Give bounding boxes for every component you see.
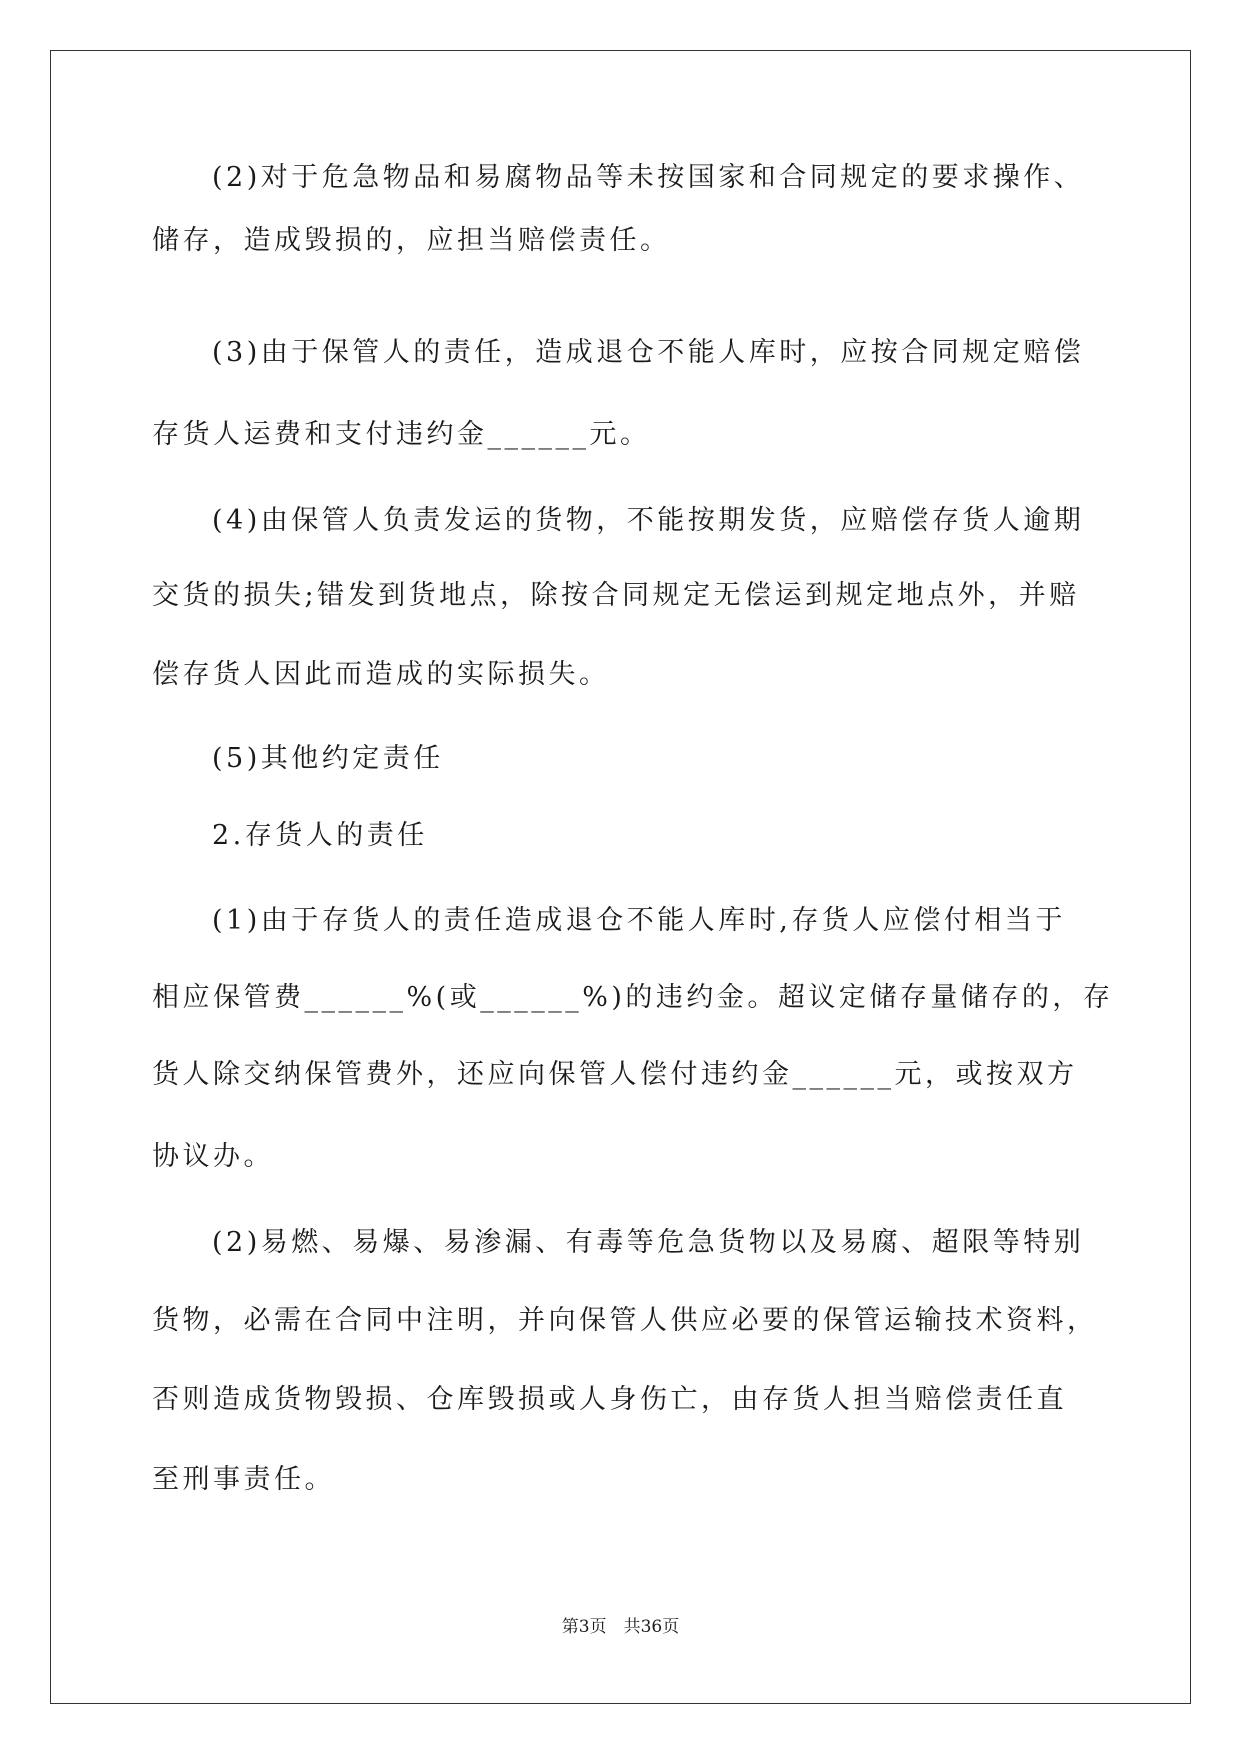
- text-line: 协议办。: [152, 1141, 274, 1172]
- section-heading: 2.存货人的责任: [212, 820, 428, 851]
- text-line: 相应保管费______%(或______%)的违约金。超议定储存量储存的，存: [152, 982, 1114, 1013]
- text-line: 偿存货人因此而造成的实际损失。: [152, 659, 610, 690]
- text-line: (5)其他约定责任: [212, 743, 444, 774]
- text-line: 储存，造成毁损的，应担当赔偿责任。: [152, 225, 671, 256]
- text-line: 至刑事责任。: [152, 1464, 335, 1495]
- text-line: 存货人运费和支付违约金______元。: [152, 419, 651, 450]
- text-line: (2)对于危急物品和易腐物品等未按国家和合同规定的要求操作、: [212, 162, 1085, 193]
- page-footer: [0, 1612, 1241, 1637]
- page-number-label: 第3页 共36页: [561, 1617, 680, 1637]
- text-line: 货人除交纳保管费外，还应向保管人偿付违约金______元，或按双方: [152, 1059, 1078, 1090]
- text-line: (3)由于保管人的责任，造成退仓不能人库时，应按合同规定赔偿: [212, 337, 1085, 368]
- text-line: (2)易燃、易爆、易渗漏、有毒等危急货物以及易腐、超限等特别: [212, 1227, 1085, 1258]
- text-line: 货物，必需在合同中注明，并向保管人供应必要的保管运输技术资料，: [152, 1305, 1098, 1336]
- text-line: 交货的损失;错发到货地点，除按合同规定无偿运到规定地点外，并赔: [152, 580, 1080, 611]
- text-line: (4)由保管人负责发运的货物，不能按期发货，应赔偿存货人逾期: [212, 505, 1085, 536]
- page-border: [50, 50, 1191, 1704]
- text-line: (1)由于存货人的责任造成退仓不能人库时,存货人应偿付相当于: [212, 905, 1066, 936]
- text-line: 否则造成货物毁损、仓库毁损或人身伤亡，由存货人担当赔偿责任直: [152, 1384, 1067, 1415]
